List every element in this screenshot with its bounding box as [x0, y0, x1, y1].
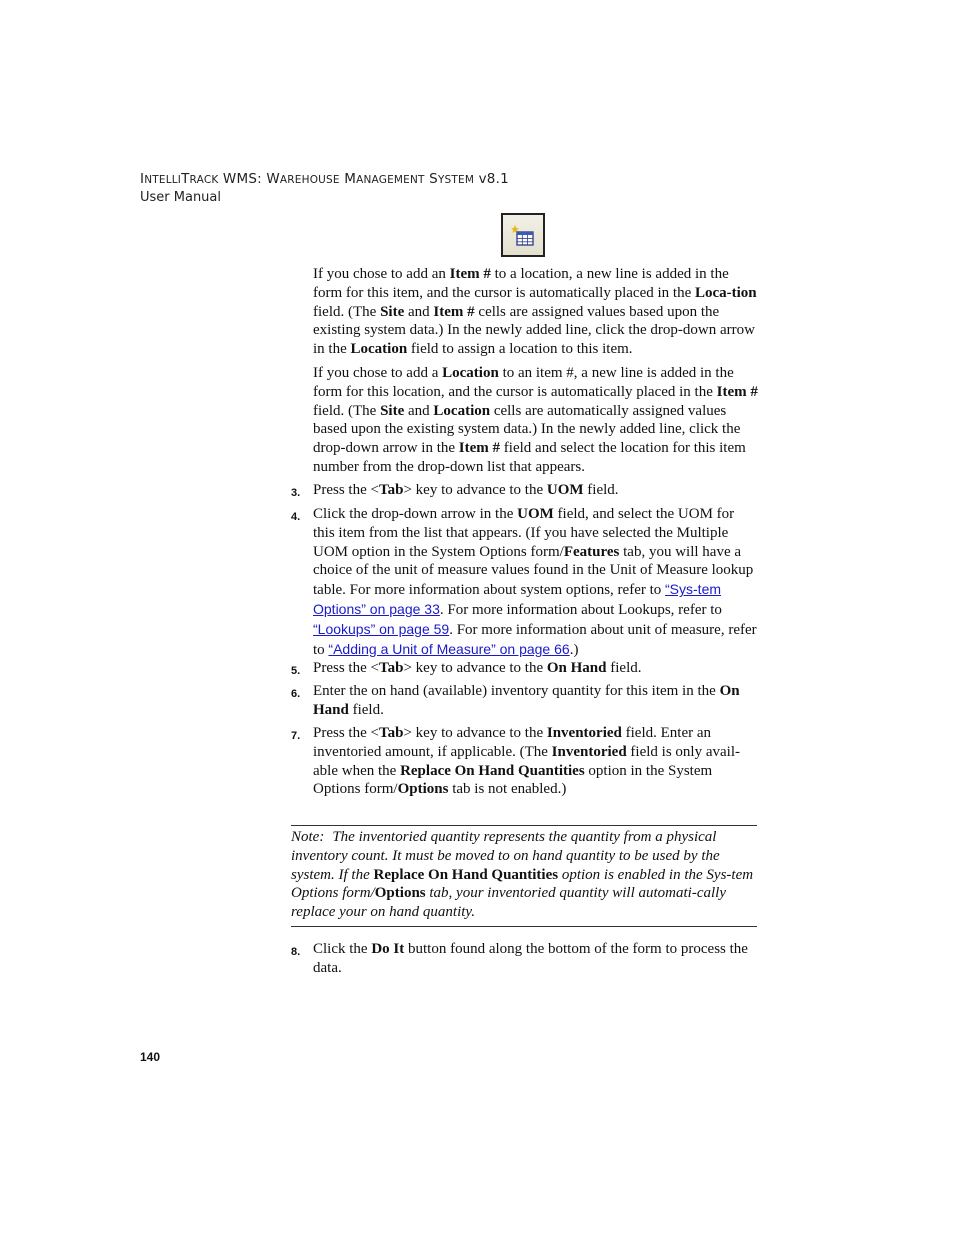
- step-text: Enter the on hand (available) inventory quantity for this item in the On Hand field.: [313, 683, 740, 718]
- running-header: [140, 171, 509, 206]
- step-4: [291, 505, 761, 659]
- note-label: Note:: [291, 829, 325, 845]
- step-text: Press the <Tab> key to advance to the Inventoried field. Enter an inventoried amount, if applicable. (The Inventoried field is only avail-able when the Replace On Hand Quantities option in the System Options form/Options tab is not enabled.): [313, 725, 740, 798]
- step-text: Click the drop-down arrow in the UOM field, and select the UOM for this item from the list that appears. (If you have selected the Multiple UOM option in the System Options form/Features tab, you will have a choice of the unit of measure values found in the Unit of Measure lookup table. For more information about system options, refer to “Sys-tem Options” on page 33. For more information about Lookups, refer to “Lookups” on page 59. For more information about unit of measure, refer to “Adding a Unit of Measure” on page 66.): [313, 506, 757, 658]
- grid-star-icon: [511, 224, 537, 250]
- note-box: Note: The inventoried quantity represents the quantity from a physical inventory count. It must be moved to on hand quantity to be used by the system. If the Replace On Hand Quantities option is enabled in the Sys-tem Options form/Options tab, your inventoried quantity will automati-cally replace your on hand quantity.: [291, 825, 757, 927]
- add-record-grid-icon: [501, 213, 545, 257]
- step-text: Click the Do It button found along the bottom of the form to process the data.: [313, 941, 748, 976]
- document-title: INTELLITRACK WMS: WAREHOUSE MANAGEMENT SYSTEM v8.1: [140, 171, 509, 187]
- page-number: 140: [140, 1050, 161, 1064]
- step-number: 7.: [291, 730, 301, 742]
- link-system-options[interactable]: “Sys-tem Options” on page 33: [313, 581, 722, 617]
- document-subtitle: User Manual: [140, 190, 222, 205]
- step-6: [291, 682, 761, 720]
- step-5: [291, 659, 761, 678]
- paragraph-add-location: If you chose to add a Location to an item #, a new line is added in the form for this location, and the cursor is automatically placed in the Item # field. (The Site and Location cells are automatically assigned values based upon the existing system data.) In the newly added line, click the drop-down arrow in the Item # field and select the location for this item number from the drop-down list that appears.: [313, 365, 758, 475]
- step-7: [291, 724, 761, 799]
- step-text: Press the <Tab> key to advance to the On Hand field.: [313, 660, 642, 676]
- paragraph-add-item: If you chose to add an Item # to a location, a new line is added in the form for this item, and the cursor is automatically placed in the Loca-tion field. (The Site and Item # cells are assigned values based upon the existing system data.) In the newly added line, click the drop-down arrow in the Location field to assign a location to this item.: [313, 266, 757, 358]
- step-number: 5.: [291, 665, 301, 677]
- link-lookups[interactable]: “Lookups” on page 59: [313, 620, 450, 637]
- step-text: Press the <Tab> key to advance to the UOM field.: [313, 482, 619, 498]
- step-number: 3.: [291, 487, 301, 499]
- step-3: [291, 481, 761, 500]
- step-number: 4.: [291, 511, 301, 523]
- step-number: 6.: [291, 688, 301, 700]
- step-8: [291, 940, 761, 978]
- step-number: 8.: [291, 946, 301, 958]
- link-adding-unit-of-measure[interactable]: “Adding a Unit of Measure” on page 66: [328, 640, 570, 657]
